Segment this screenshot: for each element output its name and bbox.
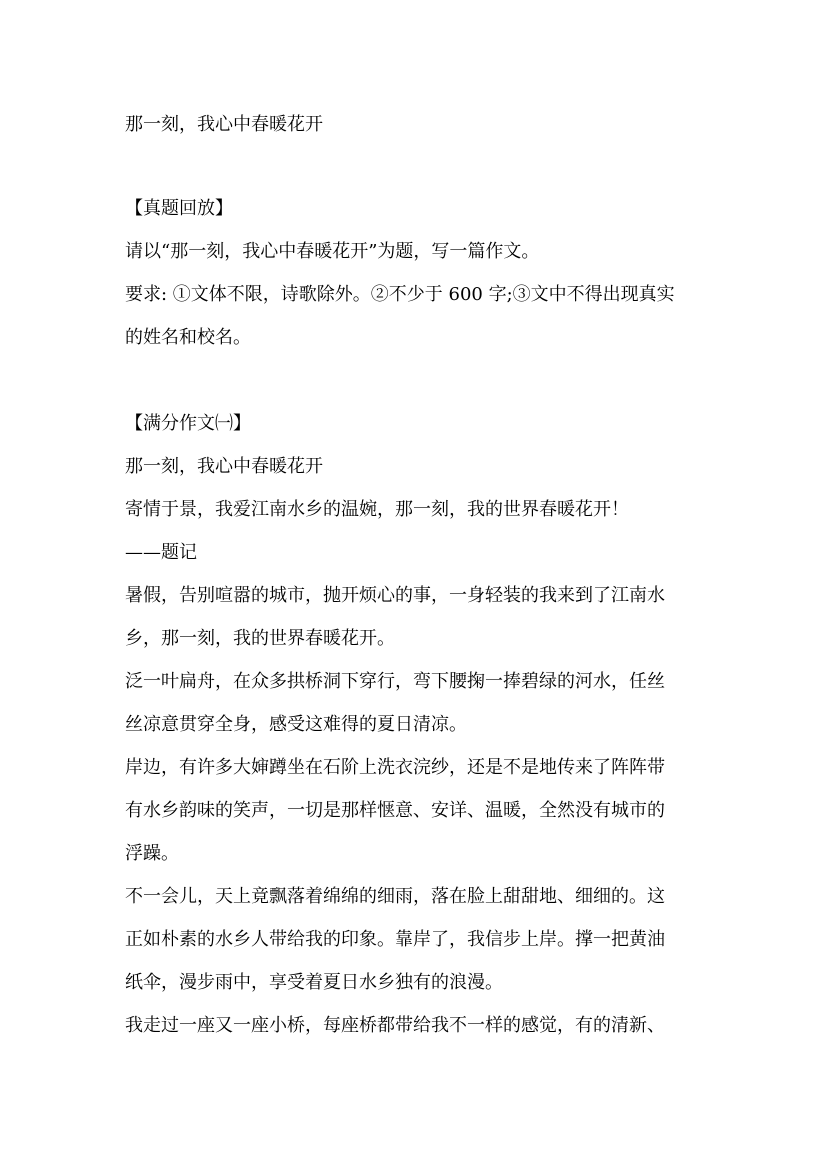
document-title: 那一刻，我心中春暖花开 — [125, 114, 323, 135]
essay-line: 正如朴素的水乡人带给我的印象。靠岸了，我信步上岸。撑一把黄油 — [125, 929, 665, 950]
essay-line: 丝凉意贯穿全身，感受这难得的夏日清凉。 — [125, 714, 467, 735]
requirement-line-1: 要求: ①文体不限，诗歌除外。②不少于 600 字;③文中不得出现真实 — [125, 284, 675, 305]
essay-line: 泛一叶扁舟，在众多拱桥洞下穿行，弯下腰掬一捧碧绿的河水，任丝 — [125, 671, 665, 692]
essay-line: 纸伞，漫步雨中，享受着夏日水乡独有的浪漫。 — [125, 972, 503, 993]
prompt-section-heading: 【真题回放】 — [125, 198, 233, 219]
essay-title: 那一刻，我心中春暖花开 — [125, 456, 323, 477]
essay-section-heading: 【满分作文㈠】 — [125, 413, 251, 434]
essay-epigraph: 寄情于景，我爱江南水乡的温婉，那一刻，我的世界春暖花开！ — [125, 499, 629, 520]
essay-line: 乡，那一刻，我的世界春暖花开。 — [125, 628, 395, 649]
essay-line: 有水乡韵味的笑声，一切是那样惬意、安详、温暖，全然没有城市的 — [125, 800, 665, 821]
requirement-line-2: 的姓名和校名。 — [125, 327, 251, 348]
essay-line: 浮躁。 — [125, 843, 179, 864]
essay-line: 岸边，有许多大婶蹲坐在石阶上洗衣浣纱，还是不是地传来了阵阵带 — [125, 757, 665, 778]
essay-line: 我走过一座又一座小桥，每座桥都带给我不一样的感觉，有的清新、 — [125, 1015, 665, 1036]
essay-line: 不一会儿，天上竟飘落着绵绵的细雨，落在脸上甜甜地、细细的。这 — [125, 886, 665, 907]
essay-line: 暑假，告别喧嚣的城市，抛开烦心的事，一身轻装的我来到了江南水 — [125, 585, 665, 606]
essay-epigraph-attribution: ——题记 — [125, 542, 197, 563]
prompt-text: 请以“那一刻，我心中春暖花开”为题，写一篇作文。 — [125, 241, 540, 262]
